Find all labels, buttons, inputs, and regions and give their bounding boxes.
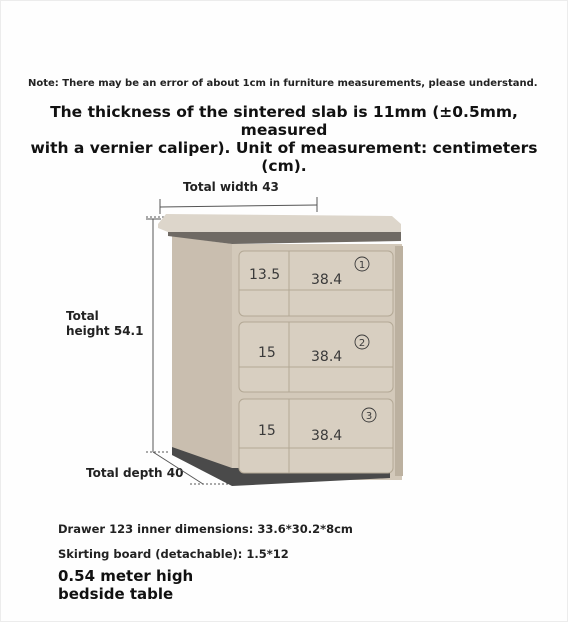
drawer-3-number: 3 (365, 411, 373, 422)
product-title-line-1: 0.54 meter high (58, 567, 194, 585)
cabinet (158, 214, 403, 486)
measurement-note: Note: There may be an error of about 1cm in furniture measurements, please understand. (28, 78, 538, 89)
drawer-1-width: 38.4 (311, 272, 343, 288)
drawer-1-height: 13.5 (249, 267, 281, 283)
cabinet-right-edge (395, 246, 403, 476)
cabinet-side-panel (172, 236, 232, 480)
drawer-1-number: 1 (358, 260, 366, 271)
total-width-label: Total width 43 (183, 180, 279, 194)
drawer-3-height: 15 (258, 423, 276, 439)
sintered-slab (158, 214, 401, 232)
width-dimension-line (146, 197, 317, 217)
drawer-3-width: 38.4 (311, 428, 343, 444)
drawer-2-width: 38.4 (311, 349, 343, 365)
total-height-label: Total height 54.1 (66, 309, 144, 338)
skirting-board-spec: Skirting board (detachable): 1.5*12 (58, 547, 289, 561)
product-title (58, 567, 258, 603)
product-title-line-2: bedside table (58, 585, 174, 603)
drawer-2-number: 2 (358, 338, 366, 349)
total-depth-label: Total depth 40 (86, 466, 184, 480)
inner-dimensions-spec: Drawer 123 inner dimensions: 33.6*30.2*8cm (58, 522, 353, 536)
headline-line-1: The thickness of the sintered slab is 11mm (±0.5mm, measured (50, 103, 518, 139)
headline-line-2: with a vernier caliper). Unit of measurement: centimeters (cm). (30, 139, 538, 175)
height-dimension-line (146, 219, 170, 452)
drawer-2-height: 15 (258, 345, 276, 361)
